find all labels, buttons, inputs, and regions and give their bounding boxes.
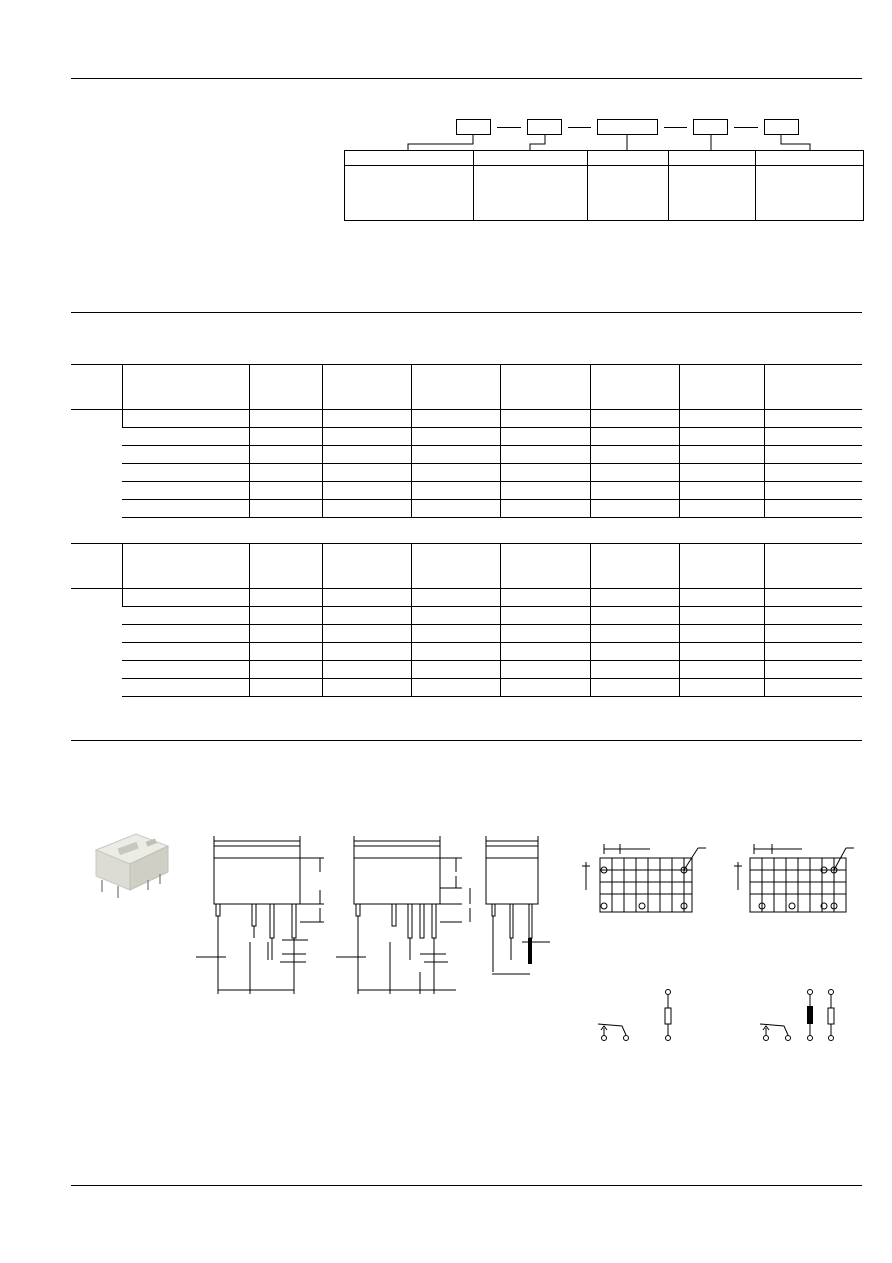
- order-body-cell: [669, 166, 756, 221]
- ratings-rule: [71, 312, 862, 313]
- table-row: [71, 607, 862, 625]
- table-row: [71, 589, 862, 607]
- order-header-cell: [345, 151, 474, 166]
- ordering-table: [344, 150, 864, 221]
- ratings-table-2: [71, 543, 862, 697]
- relay-photo: [90, 828, 172, 904]
- table-row: [71, 482, 862, 500]
- pcb-layout-2: [732, 840, 862, 916]
- pcb-layout-1: [580, 840, 710, 916]
- schematic-1: [592, 986, 682, 1046]
- ratings-table-1: [71, 364, 862, 518]
- table-header-row: [71, 544, 862, 589]
- order-header-cell: [474, 151, 588, 166]
- footer-rule: [71, 1185, 862, 1186]
- order-body-cell: [588, 166, 669, 221]
- table-row: [71, 679, 862, 697]
- table-row: [71, 661, 862, 679]
- table-row: [71, 643, 862, 661]
- table-row: [71, 446, 862, 464]
- table-row: [71, 625, 862, 643]
- outline-side-view: [482, 832, 552, 982]
- order-body-cell: [345, 166, 474, 221]
- order-body-cell: [474, 166, 588, 221]
- table-row: [71, 464, 862, 482]
- outline-front-view-1: [196, 832, 326, 998]
- dimensions-rule: [71, 740, 862, 741]
- order-header-cell: [588, 151, 669, 166]
- order-header-cell: [669, 151, 756, 166]
- order-header-cell: [756, 151, 864, 166]
- outline-front-view-2: [336, 832, 474, 998]
- table-row: [71, 428, 862, 446]
- table-header-row: [71, 365, 862, 410]
- schematic-2: [756, 986, 846, 1046]
- order-body-cell: [756, 166, 864, 221]
- table-row: [71, 500, 862, 518]
- table-row: [71, 410, 862, 428]
